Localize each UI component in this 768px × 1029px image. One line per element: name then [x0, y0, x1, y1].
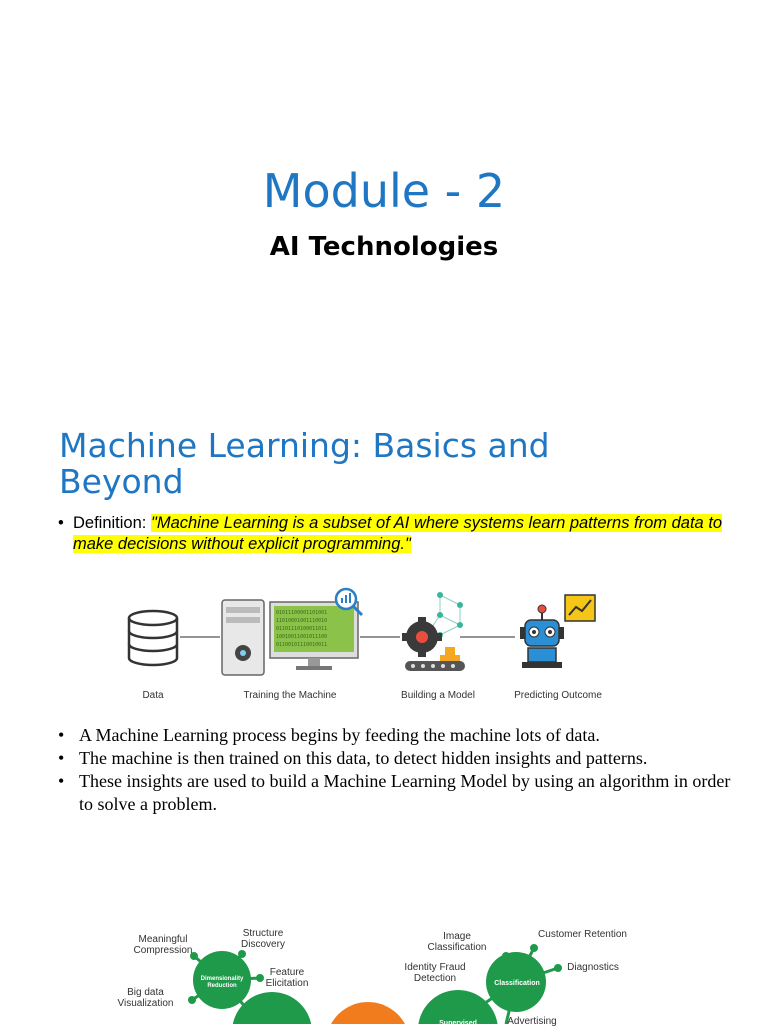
svg-text:01011100001101001: 01011100001101001 [276, 610, 328, 616]
svg-text:01100101110010011: 01100101110010011 [276, 642, 328, 648]
section-heading-line-2: Beyond [59, 462, 184, 501]
section-heading-line-1: Machine Learning: Basics and [59, 426, 550, 465]
mindmap-label: Identity Fraud Detection [404, 962, 466, 984]
section-heading [59, 428, 739, 500]
mindmap-label: Advertising [507, 1016, 557, 1027]
bullet-marker: • [58, 514, 64, 532]
mindmap-label: Feature Elicitation [265, 967, 309, 989]
list-item: • A Machine Learning process begins by feeding the machine lots of data. [58, 724, 738, 747]
mindmap-label: Structure Discovery [241, 928, 285, 950]
gear-icon [402, 592, 465, 671]
mindmap-label: Diagnostics [567, 962, 619, 973]
page-title: Module - 2 [262, 164, 506, 218]
diagram-caption-training: Training the Machine [243, 690, 337, 701]
database-icon [129, 611, 177, 665]
page-subtitle: AI Technologies [269, 232, 499, 262]
diagram-caption-data: Data [142, 690, 164, 701]
mindmap-node-label: Classification [494, 980, 540, 987]
list-item: • These insights are used to build a Machine Learning Model by using an algorithm in order to solve a problem. [58, 770, 738, 816]
mindmap-node-label: Dimensionality Reduction [200, 976, 244, 989]
robot-icon [520, 595, 595, 668]
diagram-caption-model: Building a Model [401, 690, 475, 701]
diagram-caption-predicting: Predicting Outcome [514, 690, 602, 701]
svg-text:11010001001110010: 11010001001110010 [276, 618, 328, 624]
mindmap-node-label: Supervised [439, 1020, 477, 1027]
mindmap-label: Image Classification [427, 931, 487, 953]
svg-text:01101110100011011: 01101110100011011 [276, 626, 328, 632]
definition-label: Definition: [73, 514, 147, 532]
process-bullet-list [58, 724, 738, 816]
definition-bullet [58, 513, 738, 555]
computer-icon [222, 589, 362, 675]
list-item: • The machine is then trained on this data, to detect hidden insights and patterns. [58, 747, 738, 770]
mindmap-label: Customer Retention [538, 929, 627, 940]
svg-text:10010011001011100: 10010011001011100 [276, 634, 328, 640]
mindmap-label: Big data Visualization [117, 987, 174, 1009]
ml-process-diagram [110, 585, 620, 705]
definition-text: "Machine Learning is a subset of AI where systems learn patterns from data to make decisions without explicit programming." [73, 514, 723, 553]
machine-learning-node [326, 1002, 410, 1024]
mindmap-label: Meaningful Compression [133, 934, 193, 956]
